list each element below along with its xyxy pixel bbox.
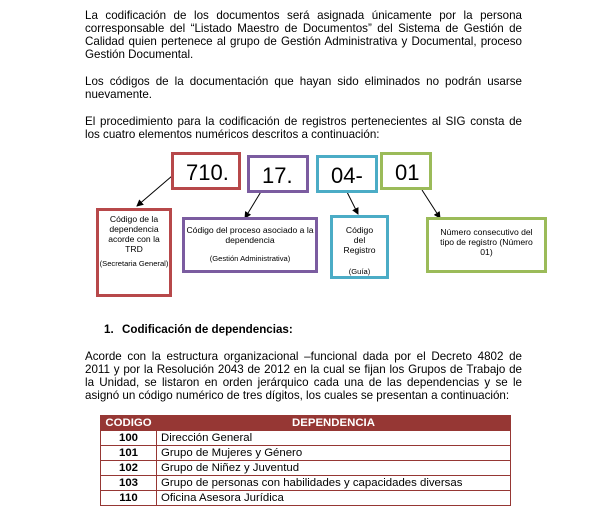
arrow-1	[137, 176, 172, 206]
arrow-2	[245, 190, 262, 218]
desc-box-consecutive	[426, 217, 547, 273]
row-code: 103	[101, 476, 157, 491]
row-code: 101	[101, 446, 157, 461]
table-header-row	[101, 416, 511, 431]
code-box-consecutive: 01	[380, 152, 432, 190]
table-row	[101, 431, 511, 446]
section-heading	[104, 323, 293, 336]
arrow-4	[422, 190, 440, 218]
row-code: 100	[101, 431, 157, 446]
desc-record-main: Código del Registro	[343, 225, 376, 255]
desc-dependency-main: Código de la dependencia acorde con la TRD	[108, 214, 160, 254]
row-dependency: Dirección General	[157, 431, 511, 446]
desc-dependency-sub: (Secretaria General)	[99, 259, 169, 268]
desc-process-main: Código del proceso asociado a la dependencia	[186, 225, 314, 245]
row-dependency: Grupo de personas con habilidades y capacidades diversas	[157, 476, 511, 491]
desc-box-process	[182, 217, 318, 273]
desc-process-sub: (Gestión Administrativa)	[209, 254, 291, 263]
dependencies-paragraph: Acorde con la estructura organizacional –funcional dada por el Decreto 4802 de 2011 y por la Resolución 2043 de 2012 en la cual se fijan los Grupos de Trabajo de la Unidad, se listaron en orden jerárquico cada una de las dependencias y se le asignó un código numérico de tres dígitos, los cuales se presentan a continuación:	[85, 350, 522, 402]
intro-paragraph: La codificación de los documentos será asignada únicamente por la persona corresponsable del “Listado Maestro de Documentos” del Sistema de Gestión de Calidad quien pertenece al grupo de Gestión Administrativa y Documental, proceso Gestión Documental.	[85, 9, 522, 61]
table-row	[101, 476, 511, 491]
code-box-record: 04-	[316, 155, 378, 193]
row-dependency: Grupo de Mujeres y Género	[157, 446, 511, 461]
codes-note-paragraph: Los códigos de la documentación que hayan sido eliminados no podrán usarse nuevamente.	[85, 75, 522, 101]
row-dependency: Oficina Asesora Jurídica	[157, 491, 511, 506]
row-code: 102	[101, 461, 157, 476]
table-row	[101, 461, 511, 476]
desc-box-record	[330, 215, 389, 279]
code-box-dependency: 710.	[171, 152, 241, 190]
table-row	[101, 446, 511, 461]
dependencies-table	[100, 415, 511, 506]
table-row	[101, 491, 511, 506]
header-dependency: DEPENDENCIA	[157, 416, 511, 431]
desc-consecutive-main: Número consecutivo del tipo de registro (Número 01)	[440, 227, 533, 257]
code-box-process: 17.	[247, 155, 309, 193]
desc-box-dependency	[96, 208, 172, 297]
header-code: CODIGO	[101, 416, 157, 431]
section-number: 1.	[104, 323, 114, 336]
section-title: Codificación de dependencias:	[122, 323, 293, 336]
row-code: 110	[101, 491, 157, 506]
row-dependency: Grupo de Niñez y Juventud	[157, 461, 511, 476]
procedure-paragraph: El procedimiento para la codificación de registros pertenecientes al SIG consta de los cuatro elementos numéricos descritos a continuación:	[85, 115, 522, 141]
desc-record-sub: (Guía)	[348, 267, 371, 276]
